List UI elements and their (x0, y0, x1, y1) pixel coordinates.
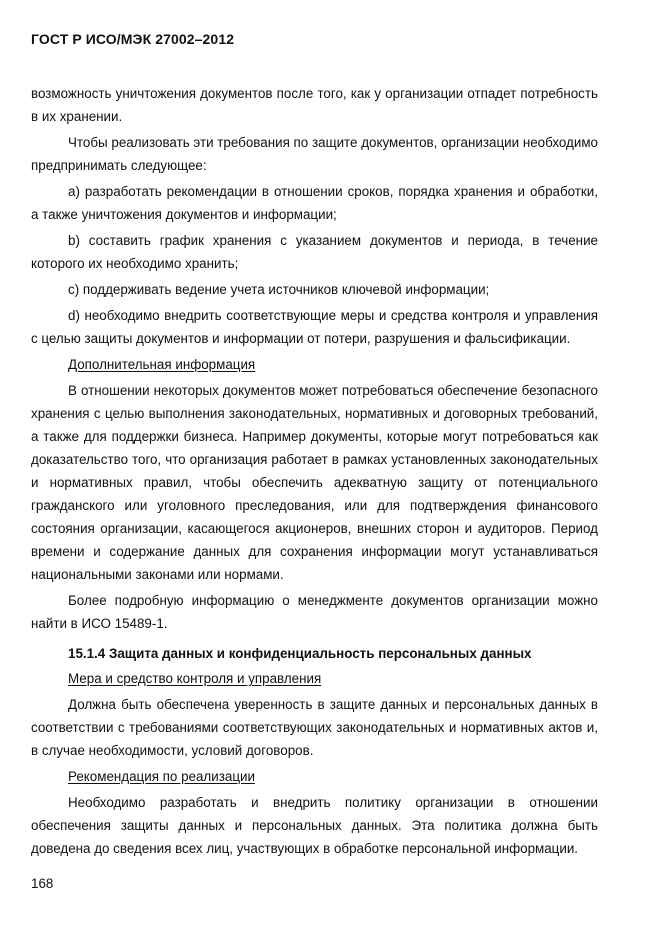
document-header: ГОСТ Р ИСО/МЭК 27002–2012 (31, 31, 235, 47)
subheading-additional-info (31, 353, 598, 376)
paragraph-intro-requirements: Чтобы реализовать эти требования по защите документов, организации необходимо предпринимать следующее: (31, 135, 598, 173)
subheading-implementation-text: Рекомендация по реализации (68, 769, 255, 784)
subheading-implementation (31, 765, 598, 788)
subheading-additional-info-text: Дополнительная информация (68, 357, 256, 372)
paragraph-additional-info: В отношении некоторых документов может потребоваться обеспечение безопасного хранения с целью выполнения законодательных, нормативных и договорных требований, а также для поддержки бизнеса. Например документы, которые могут потребоваться как доказательство того, что организация работает в рамках установленных законодательных и нормативных правил, чтобы обеспечить адекватную защиту от потенциального гражданского или уголовного преследования, или для подтверждения финансового состояния организации, касающегося акционеров, внешних сторон и аудиторов. Период времени и содержание данных для сохранения информации могут устанавливаться национальными законами или нормами. (31, 383, 598, 582)
document-body (31, 82, 598, 862)
subheading-control (31, 667, 598, 690)
paragraph-iso-reference: Более подробную информацию о менеджменте документов организации можно найти в ИСО 15489-1. (31, 593, 598, 631)
paragraph-continuation: возможность уничтожения документов после того, как у организации отпадет потребность в их хранении. (31, 86, 598, 124)
section-heading: 15.1.4 Защита данных и конфиденциальность персональных данных (68, 646, 532, 661)
paragraph-implementation: Необходимо разработать и внедрить политику организации в отношении обеспечения защиты данных и персональных данных. Эта политика должна быть доведена до сведения всех лиц, участвующих в обработке персональной информации. (31, 795, 598, 856)
paragraph-control: Должна быть обеспечена уверенность в защите данных и персональных данных в соответствии с требованиями соответствующих законодательных и нормативных актов и, в случае необходимости, условий договоров. (31, 697, 598, 758)
list-item-d: d) необходимо внедрить соответствующие меры и средства контроля и управления с целью защиты документов и информации от потери, разрушения и фальсификации. (31, 308, 598, 346)
list-item-c: c) поддерживать ведение учета источников ключевой информации; (68, 282, 490, 297)
list-item-a: a) разработать рекомендации в отношении сроков, порядка хранения и обработки, а также уничтожения документов и информации; (31, 184, 598, 222)
subheading-control-text: Мера и средство контроля и управления (68, 671, 322, 686)
page-number: 168 (31, 876, 54, 891)
list-item-b: b) составить график хранения с указанием документов и периода, в течение которого их необходимо хранить; (31, 233, 598, 271)
